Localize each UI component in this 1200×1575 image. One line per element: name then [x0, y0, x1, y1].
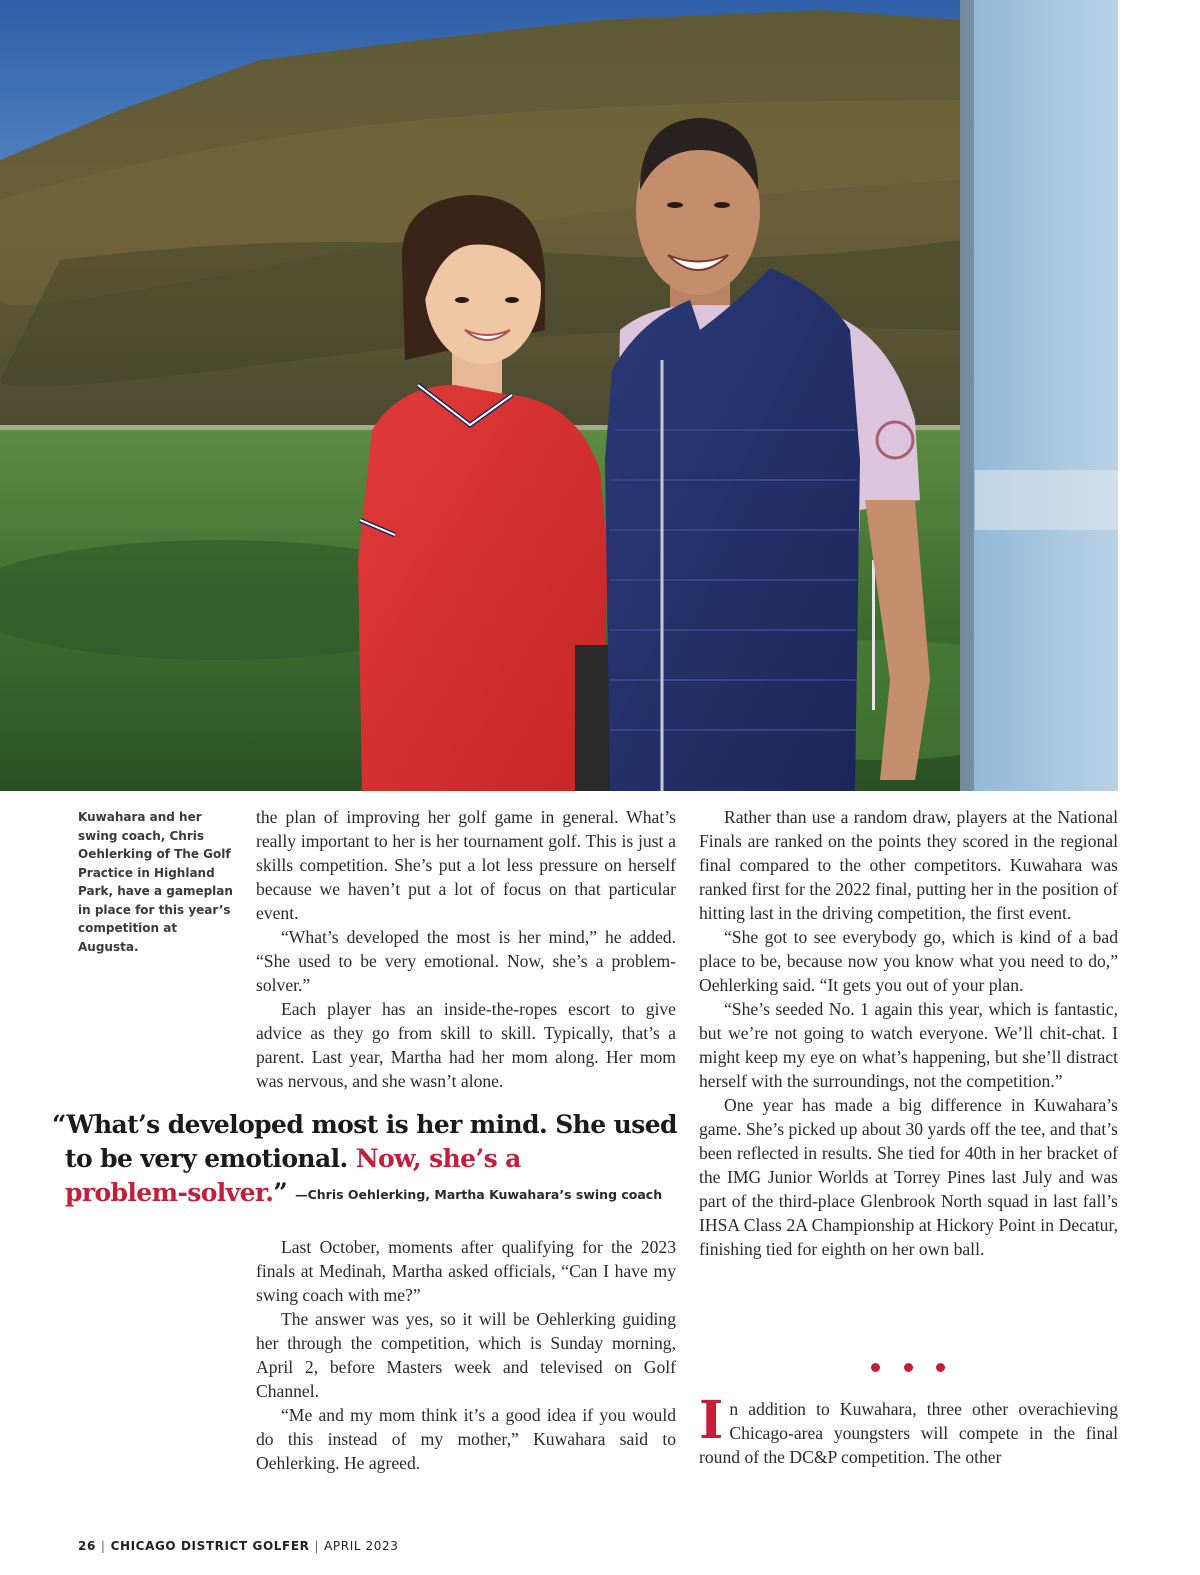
page-footer: [78, 1539, 399, 1553]
footer-separator: |: [314, 1539, 320, 1553]
page-margin: [1118, 0, 1200, 791]
paragraph-text: n addition to Kuwahara, three other overachieving Chicago-area youngsters will compete in the final round of the DC&P competition. The other: [699, 1399, 1118, 1467]
paragraph: One year has made a big difference in Kuwahara’s game. She’s picked up about 30 yards off the tee, and that’s been reflected in results. She tied for 40th in her bracket of the IMG Junior Worlds at Torrey Pines last July and was part of the third-place Glenbrook North squad in last fall’s IHSA Class 2A Championship at Hickory Point in Decatur, finishing tied for eighth on her own ball.: [699, 1095, 1118, 1259]
pull-quote-close-mark: ”: [273, 1178, 288, 1207]
pull-quote-line-2: [52, 1142, 692, 1176]
pull-quote-line-1: “What’s developed most is her mind. She used: [52, 1110, 677, 1139]
paragraph: “Me and my mom think it’s a good idea if you would do this instead of my mother,” Kuwahara said to Oehlerking. He agreed.: [256, 1405, 676, 1473]
paragraph: Each player has an inside-the-ropes escort to give advice as they go from skill to skill. Typically, that’s a parent. Last year, Martha had her mom along. Her mom was nervous, and she wasn’t alone.: [256, 999, 676, 1091]
pull-quote: [52, 1108, 692, 1212]
pull-quote-text: to be very emotional.: [65, 1144, 356, 1173]
footer-separator: |: [100, 1539, 106, 1553]
paragraph: the plan of improving her golf game in general. What’s really important to her is her tournament golf. This is just a skills competition. She’s put a lot less pressure on herself because we haven’t put a lot of focus on that particular event.: [256, 807, 676, 923]
pull-quote-highlight: problem-solver.: [65, 1178, 274, 1207]
dot-icon: [871, 1363, 880, 1372]
paragraph: Last October, moments after qualifying for the 2023 finals at Medinah, Martha asked officials, “Can I have my swing coach with me?”: [256, 1237, 676, 1305]
dot-icon: [936, 1363, 945, 1372]
pull-quote-highlight: Now, she’s a: [355, 1144, 521, 1173]
photo-caption: Kuwahara and her swing coach, Chris Oehlerking of The Golf Practice in Highland Park, have a gameplan in place for this year’s competition at Augusta.: [78, 810, 233, 954]
page-number: 26: [78, 1539, 96, 1553]
pull-quote-line-3: [52, 1176, 692, 1212]
photo-illustration: [0, 0, 1118, 791]
body-column-left-bottom: [256, 1235, 676, 1475]
drop-cap: I: [699, 1390, 724, 1451]
paragraph: “She got to see everybody go, which is kind of a bad place to be, because now you know what you need to do,” Oehlerking said. “It gets you out of your plan.: [699, 927, 1118, 995]
paragraph: [699, 1390, 1118, 1469]
pull-quote-attribution: —Chris Oehlerking, Martha Kuwahara’s swing coach: [295, 1187, 663, 1202]
body-column-right-new-section: [699, 1390, 1118, 1469]
dot-icon: [904, 1363, 913, 1372]
paragraph: The answer was yes, so it will be Oehlerking guiding her through the competition, which is Sunday morning, April 2, before Masters week and televised on Golf Channel.: [256, 1309, 676, 1401]
body-column-right: [699, 805, 1118, 1261]
issue-date: APRIL 2023: [324, 1539, 399, 1553]
body-column-left-top: [256, 805, 676, 1093]
publication-name: CHICAGO DISTRICT GOLFER: [110, 1539, 310, 1553]
section-break-dots: [861, 1363, 961, 1377]
paragraph: “What’s developed the most is her mind,” he added. “She used to be very emotional. Now, she’s a problem-solver.”: [256, 927, 676, 995]
paragraph: Rather than use a random draw, players at the National Finals are ranked on the points they scored in the regional final compared to the other competitors. Kuwahara was ranked first for the 2022 final, putting her in the position of hitting last in the driving competition, the first event.: [699, 807, 1118, 923]
hero-photo: [0, 0, 1118, 791]
paragraph: “She’s seeded No. 1 again this year, which is fantastic, but we’re not going to watch everyone. We’ll chit-chat. I might keep my eye on what’s happening, but she’ll distract herself with the surroundings, not the competition.”: [699, 999, 1118, 1091]
